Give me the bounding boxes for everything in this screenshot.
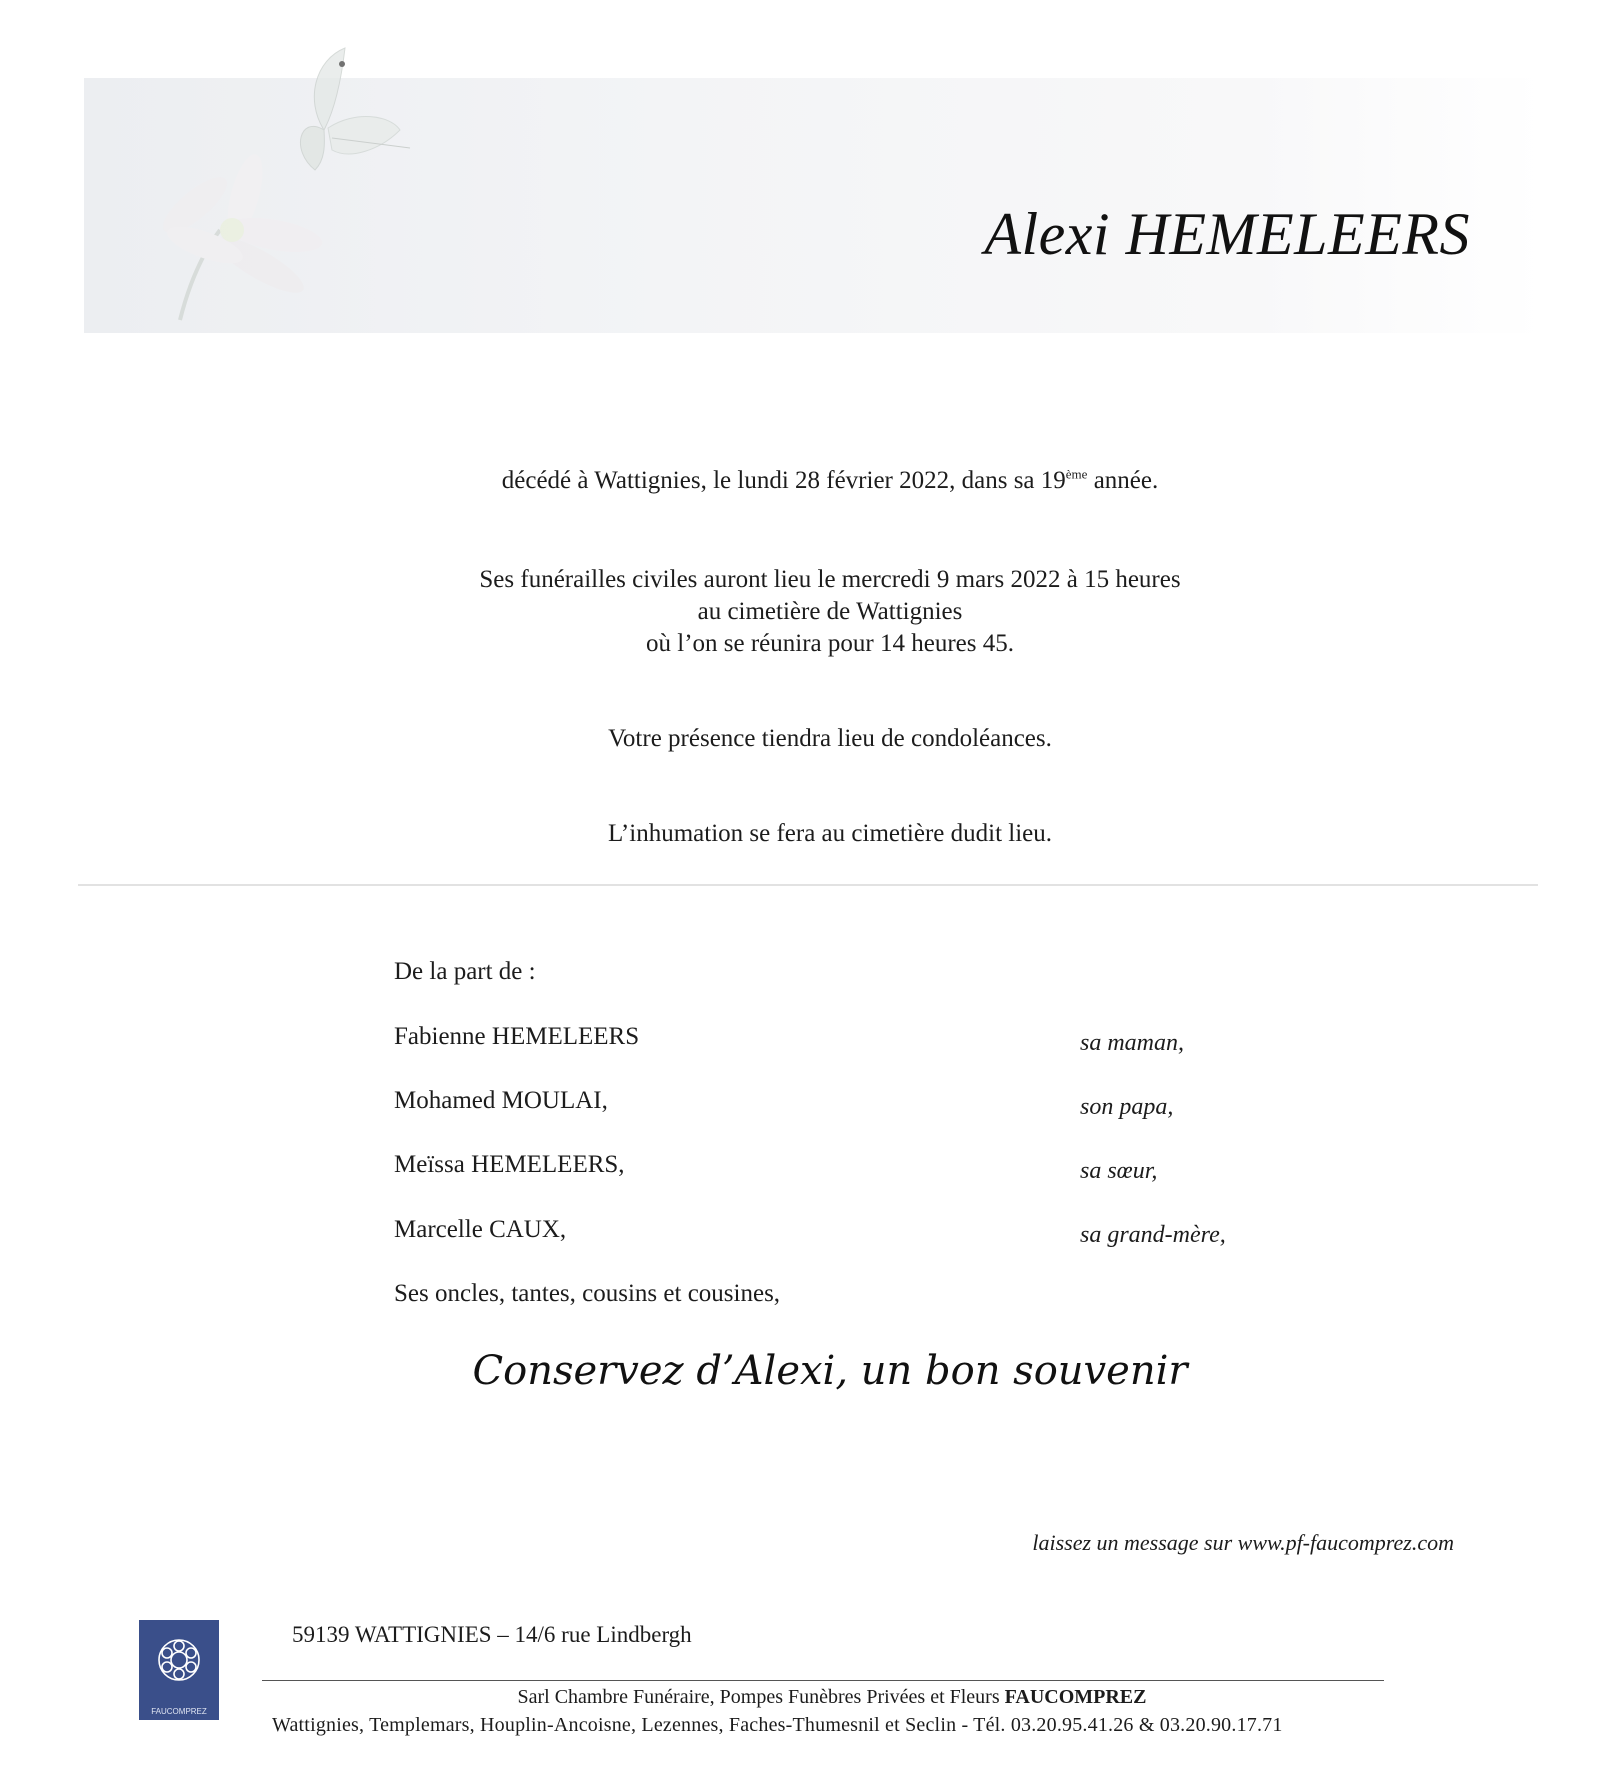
- from-intro: De la part de :: [394, 958, 536, 985]
- address: 59139 WATTIGNIES – 14/6 rue Lindbergh: [292, 1622, 692, 1647]
- family-member-name: Mohamed MOULAI,: [394, 1087, 608, 1114]
- fold-divider: [78, 884, 1538, 886]
- death-text-end: année.: [1087, 467, 1159, 494]
- funeral-line-3: où l’on se réunira pour 14 heures 45.: [646, 630, 1014, 657]
- company-description: Sarl Chambre Funéraire, Pompes Funèbres Privées et Fleurs: [517, 1686, 1005, 1708]
- footer-divider: [262, 1680, 1384, 1681]
- closing-message: Conservez d’Alexi, un bon souvenir: [472, 1348, 1188, 1394]
- death-notice: [0, 465, 1600, 497]
- website-message: laissez un message sur www.pf-faucomprez.com: [1032, 1530, 1454, 1555]
- butterfly-icon: [300, 48, 410, 170]
- family-member-name: Fabienne HEMELEERS: [394, 1023, 640, 1050]
- company-name: FAUCOMPREZ: [1004, 1686, 1147, 1708]
- condolences-note: Votre présence tiendra lieu de condoléances.: [608, 725, 1052, 752]
- logo-text: FAUCOMPREZ: [151, 1707, 207, 1716]
- family-member-name: Meïssa HEMELEERS,: [394, 1151, 625, 1178]
- flower-butterfly-illustration: [110, 20, 450, 330]
- funeral-line-1: Ses funérailles civiles auront lieu le mercredi 9 mars 2022 à 15 heures: [479, 566, 1181, 593]
- family-member-relation: son papa,: [1080, 1094, 1174, 1120]
- funeral-line-2: au cimetière de Wattignies: [697, 598, 963, 625]
- towns-and-phones: Wattignies, Templemars, Houplin-Ancoisne, Lezennes, Faches-Thumesnil et Seclin - Tél. 03.20.95.41.26 & 03.20.90.17.71: [272, 1714, 1283, 1736]
- burial-note: L’inhumation se fera au cimetière dudit lieu.: [607, 820, 1053, 847]
- family-member-name: Marcelle CAUX,: [394, 1216, 567, 1243]
- flower-icon: [155, 151, 325, 320]
- extended-family: Ses oncles, tantes, cousins et cousines,: [394, 1280, 781, 1307]
- page-margin: [0, 0, 84, 1778]
- company-line: [0, 1686, 1600, 1709]
- deceased-name: Alexi HEMELEERS: [984, 201, 1470, 267]
- family-member-relation: sa maman,: [1080, 1030, 1185, 1056]
- family-member-relation: sa sœur,: [1080, 1158, 1158, 1184]
- family-member-relation: sa grand-mère,: [1080, 1222, 1226, 1248]
- ordinal-suffix: ème: [1065, 466, 1088, 482]
- death-text: décédé à Wattignies, le lundi 28 février 2022, dans sa 19: [501, 467, 1066, 494]
